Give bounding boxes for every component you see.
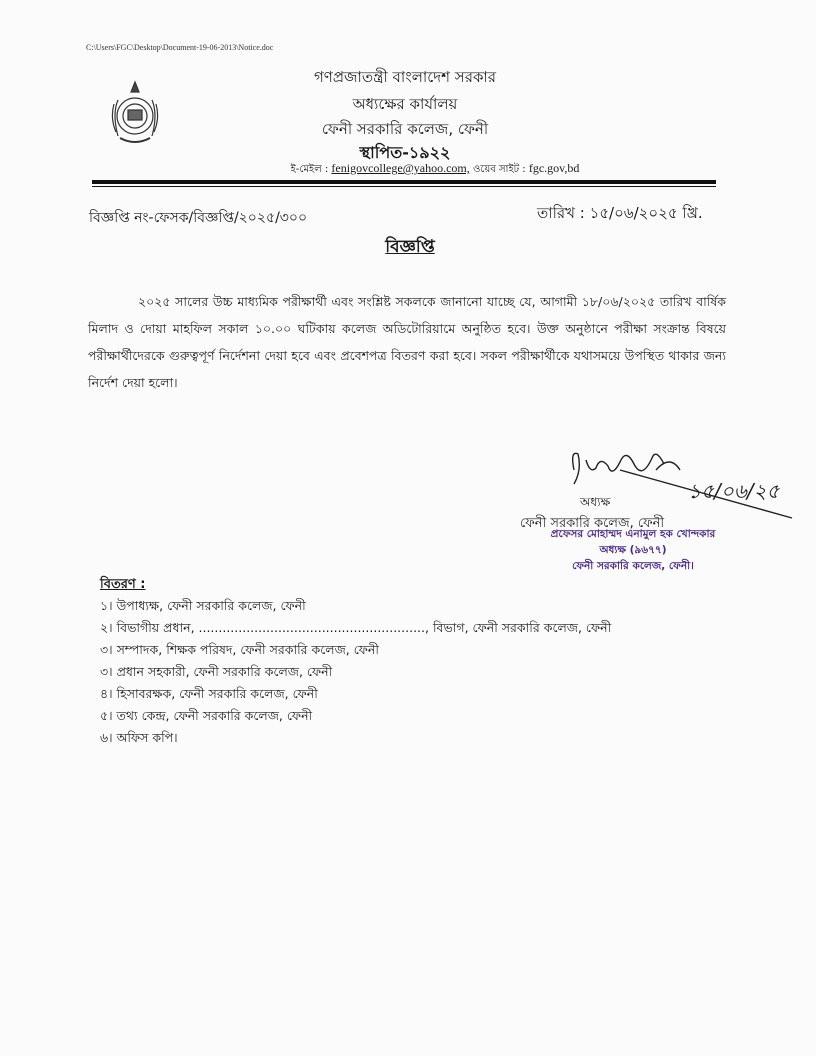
established: স্থাপিত-১৯২২ [359,143,451,162]
website-label: ওয়েব সাইট : [472,164,526,175]
header-rule-thin [92,186,716,187]
header-rule-thick [92,180,716,184]
stamp-title: অধ্যক্ষ (৯৬৭৭) [599,544,667,556]
email-link[interactable]: fenigovcollege@yahoo.com, [331,161,470,175]
list-item: ৫। তথ্য কেন্দ্র, ফেনী সরকারি কলেজ, ফেনী [100,708,313,723]
website-link[interactable]: fgc.gov,bd [528,161,580,175]
body-paragraph: ২০২৫ সালের উচ্চ মাধ্যমিক পরীক্ষার্থী এবং সংশ্লিষ্ট সকলকে জানানো যাচ্ছে যে, আগামী ১৮/০৬/২০২৫ তারিখ বার্ষিক মিলাদ ও দোয়া মাহফিল সকাল ১০.০০ ঘটিকায় কলেজ অডিটোরিয়ামে অনুষ্ঠিত হবে। উক্ত অনুষ্ঠানে পরীক্ষা সংক্রান্ত বিষয়ে পরীক্ষার্থীদেরকে গুরুত্বপূর্ণ নির্দেশনা দেয়া হবে এবং প্রবেশপত্র বিতরণ করা হবে। সকল পরীক্ষার্থীকে যথাসময়ে উপস্থিত থাকার জন্য নির্দেশ দেয়া হলো। [88,294,726,390]
office-name: অধ্যক্ষের কার্যালয় [352,95,458,113]
file-path: C:\Users\FGC\Desktop\Document-19-06-2013\Notice.doc [86,43,274,52]
signatory-college: ফেনী সরকারি কলেজ, ফেনী [520,516,665,531]
notice-body [88,288,726,396]
college-name: ফেনী সরকারি কলেজ, ফেনী [321,120,489,138]
list-item: ২। বিভাগীয় প্রধান, ........................................................., বিভাগ, ফেনী সরকারি কলেজ, ফেনী [100,620,612,635]
distribution-list [100,595,611,749]
list-item: ৩। প্রধান সহকারী, ফেনী সরকারি কলেজ, ফেনী [100,664,333,679]
stamp-college: ফেনী সরকারি কলেজ, ফেনী। [572,560,694,572]
list-item: ১। উপাধ্যক্ষ, ফেনী সরকারি কলেজ, ফেনী [100,598,306,613]
notice-title: বিজ্ঞপ্তি [385,237,435,257]
memo-number: বিজ্ঞপ্তি নং-ফেসক/বিজ্ঞপ্তি/২০২৫/৩০০ [89,210,308,226]
list-item: ৩। সম্পাদক, শিক্ষক পরিষদ, ফেনী সরকারি কলেজ, ফেনী [100,642,379,657]
distribution-heading: বিতরণ : [100,577,146,592]
list-item: ৪। হিসাবরক্ষক, ফেনী সরকারি কলেজ, ফেনী [100,686,318,701]
govt-name: গণপ্রজাতন্ত্রী বাংলাদেশ সরকার [313,68,497,86]
contact-line [205,161,665,179]
notice-date: তারিখ : ১৫/০৬/২০২৫ খ্রি. [537,204,703,222]
signatory-title: অধ্যক্ষ [580,495,611,509]
email-label: ই-মেইল : [290,164,329,175]
stamp-name: প্রফেসর মোহাম্মদ এনামুল হক খোন্দকার [550,528,716,540]
official-stamp [533,526,733,574]
list-item: ৬। অফিস কপি। [100,730,178,745]
handwritten-date: ১৫/০৬/২৫ [688,479,780,503]
college-logo-icon [106,78,164,148]
